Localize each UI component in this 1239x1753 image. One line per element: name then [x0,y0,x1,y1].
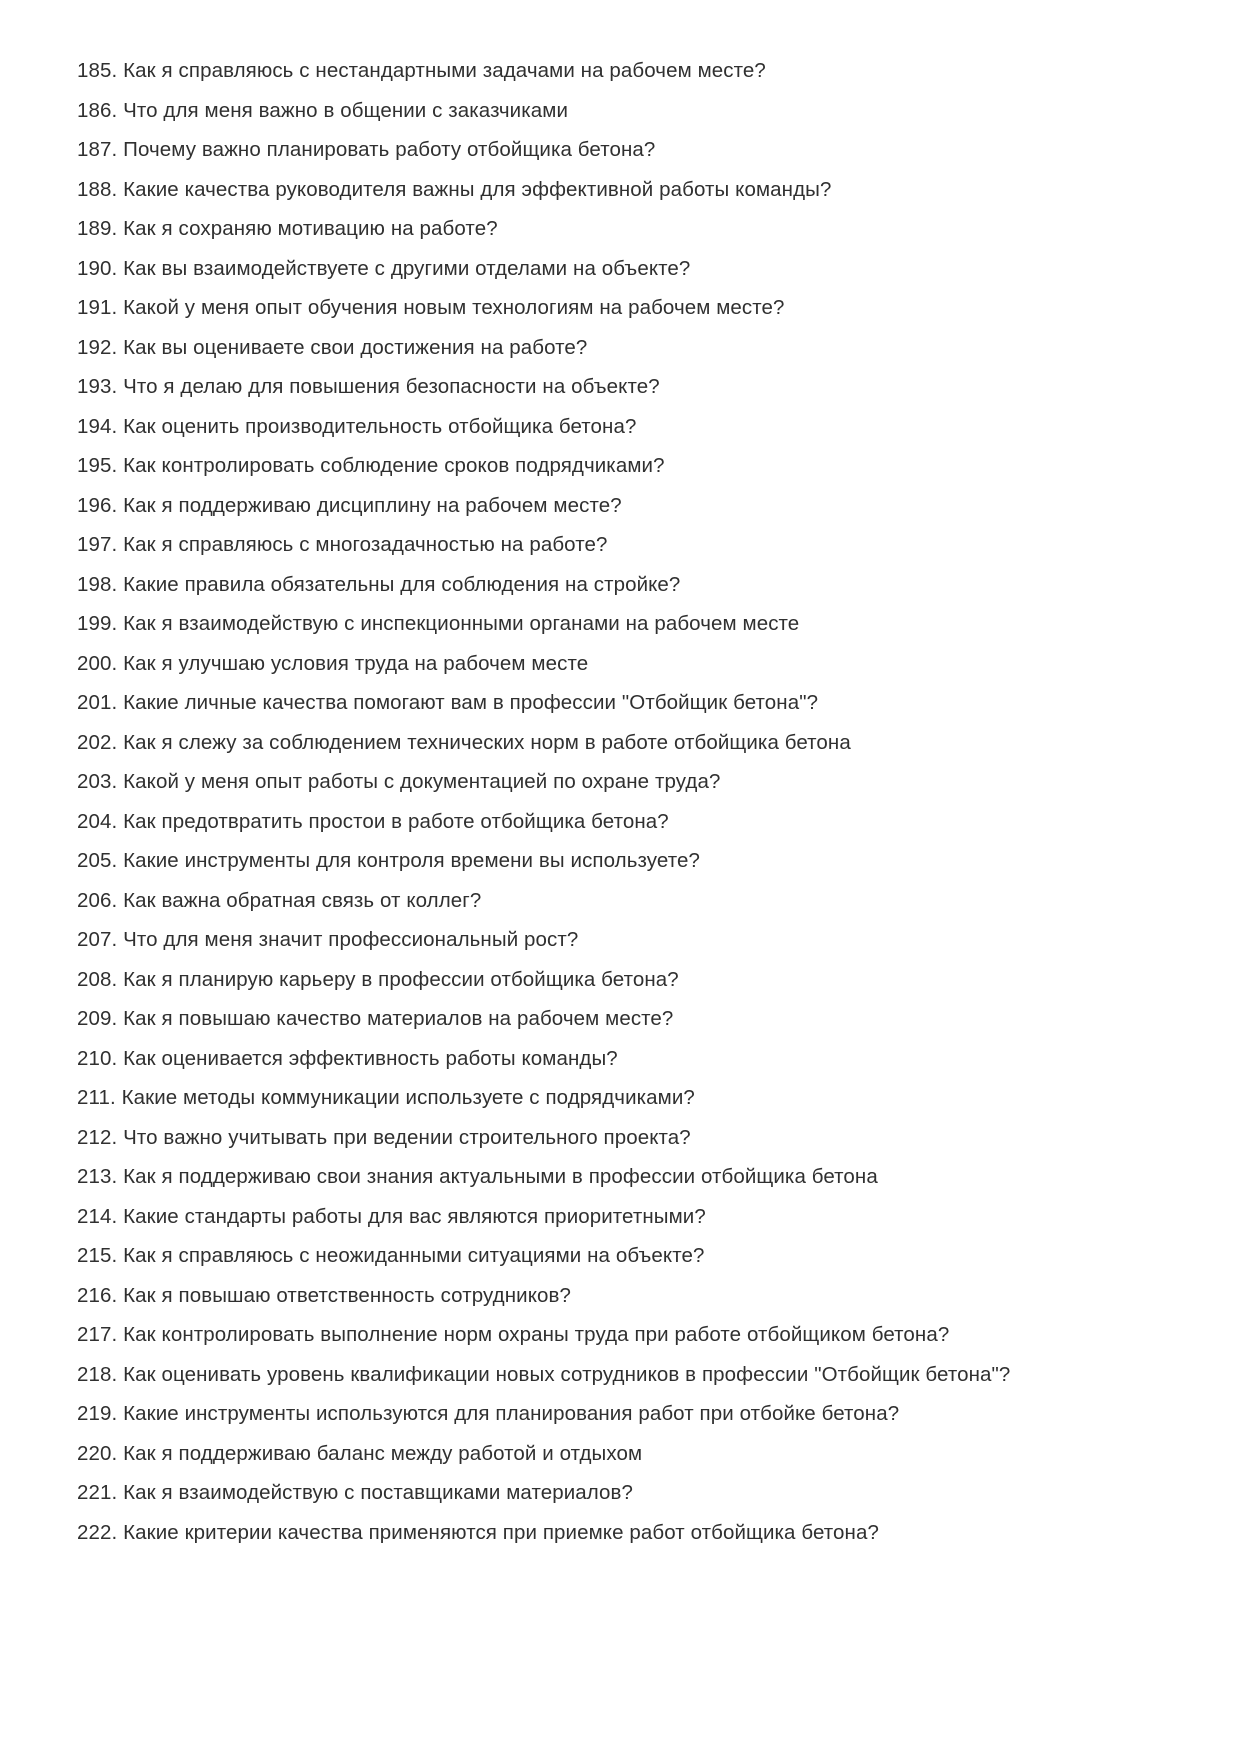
list-item [77,1394,1169,1434]
item-number: 211. [77,1086,122,1109]
item-text: Как я поддерживаю баланс между работой и отдыхом [123,1441,643,1465]
item-number: 221. [77,1481,124,1504]
list-item [77,999,1169,1039]
list-item [77,249,1169,289]
list-item [77,170,1169,210]
item-text: Как оценивать уровень квалификации новых сотрудников в профессии "Отбойщик бетона"? [123,1362,1011,1386]
item-number: 202. [77,730,124,754]
item-text: Какие методы коммуникации используете с подрядчиками? [121,1086,695,1109]
list-item [77,209,1169,249]
item-number: 192. [77,335,124,359]
list-item [77,407,1169,447]
item-text: Как контролировать выполнение норм охраны труда при работе отбойщиком бетона? [123,1323,950,1346]
item-text: Как я поддерживаю свои знания актуальными в профессии отбойщика бетона [123,1165,878,1188]
list-item [77,91,1169,131]
item-number: 204. [77,809,124,833]
item-number: 187. [77,138,124,161]
item-number: 191. [77,296,124,319]
list-item [77,565,1169,605]
item-text: Какой у меня опыт обучения новым технологиям на рабочем месте? [123,296,785,319]
item-text: Что важно учитывать при ведении строительного проекта? [123,1125,691,1149]
item-number: 216. [77,1283,124,1307]
list-item [77,1276,1169,1316]
item-text: Как я справляюсь с нестандартными задачами на рабочем месте? [123,59,766,82]
list-item [77,1078,1169,1118]
item-number: 213. [77,1165,124,1188]
item-number: 193. [77,375,124,398]
item-text: Как вы взаимодействуете с другими отделами на объекте? [123,256,691,280]
list-item [77,644,1169,684]
item-text: Как я улучшаю условия труда на рабочем месте [123,651,589,675]
item-number: 188. [77,177,124,201]
list-item [77,802,1169,842]
item-text: Что для меня значит профессиональный рост? [123,928,579,951]
item-text: Какие правила обязательны для соблюдения на стройке? [123,572,681,596]
item-text: Почему важно планировать работу отбойщика бетона? [123,138,656,161]
item-number: 197. [77,533,124,556]
item-text: Как я планирую карьеру в профессии отбойщика бетона? [123,967,679,991]
item-text: Как я справляюсь с многозадачностью на работе? [123,533,608,556]
list-item [77,1473,1169,1513]
item-number: 206. [77,888,124,912]
list-item [77,1355,1169,1395]
list-item [77,51,1169,91]
item-text: Как оценивается эффективность работы команды? [123,1046,618,1070]
list-item [77,841,1169,881]
item-number: 189. [77,217,124,240]
item-number: 190. [77,256,124,280]
list-item [77,1118,1169,1158]
item-text: Как предотвратить простои в работе отбойщика бетона? [123,809,669,833]
item-number: 201. [77,691,124,714]
list-item [77,920,1169,960]
list-item [77,486,1169,526]
item-number: 215. [77,1244,124,1267]
item-text: Как контролировать соблюдение сроков подрядчиками? [123,454,665,477]
item-text: Какие инструменты используются для планирования работ при отбойке бетона? [123,1402,900,1425]
item-number: 220. [77,1441,124,1465]
item-number: 205. [77,849,124,872]
item-text: Как я сохраняю мотивацию на работе? [123,217,498,240]
list-item [77,723,1169,763]
list-item [77,525,1169,565]
item-number: 200. [77,651,124,675]
item-number: 217. [77,1323,124,1346]
list-item [77,683,1169,723]
item-number: 214. [77,1204,124,1228]
item-text: Как я повышаю качество материалов на рабочем месте? [123,1007,674,1030]
item-text: Как я повышаю ответственность сотрудников? [123,1283,571,1307]
item-number: 212. [77,1125,124,1149]
item-number: 207. [77,928,124,951]
item-text: Как я взаимодействую с поставщиками материалов? [123,1481,634,1504]
list-item [77,960,1169,1000]
item-number: 196. [77,493,124,517]
list-item [77,1157,1169,1197]
list-item [77,1315,1169,1355]
list-item [77,762,1169,802]
list-item [77,604,1169,644]
list-item [77,1039,1169,1079]
item-text: Как важна обратная связь от коллег? [123,888,482,912]
item-number: 222. [77,1520,124,1544]
list-item [77,446,1169,486]
item-number: 199. [77,612,124,635]
item-number: 210. [77,1046,124,1070]
item-number: 195. [77,454,124,477]
item-text: Как я взаимодействую с инспекционными органами на рабочем месте [123,612,800,635]
item-text: Как я поддерживаю дисциплину на рабочем месте? [123,493,622,517]
item-text: Как вы оцениваете свои достижения на работе? [123,335,588,359]
list-item [77,288,1169,328]
item-number: 185. [77,59,124,82]
list-item [77,1434,1169,1474]
item-number: 186. [77,98,124,122]
item-text: Какие стандарты работы для вас являются приоритетными? [123,1204,706,1228]
list-item [77,130,1169,170]
item-text: Как оценить производительность отбойщика бетона? [123,414,637,438]
item-number: 219. [77,1402,124,1425]
item-number: 198. [77,572,124,596]
list-item [77,367,1169,407]
item-number: 194. [77,414,124,438]
item-number: 203. [77,770,124,793]
list-item [77,881,1169,921]
item-text: Какие критерии качества применяются при приемке работ отбойщика бетона? [123,1520,879,1544]
item-text: Какие качества руководителя важны для эффективной работы команды? [123,177,832,201]
item-text: Какой у меня опыт работы с документацией по охране труда? [123,770,721,793]
item-text: Что я делаю для повышения безопасности на объекте? [123,375,660,398]
list-item [77,1513,1169,1553]
item-text: Как я слежу за соблюдением технических норм в работе отбойщика бетона [123,730,851,754]
item-number: 218. [77,1362,124,1386]
list-item [77,328,1169,368]
item-text: Какие личные качества помогают вам в профессии "Отбойщик бетона"? [123,691,819,714]
item-number: 208. [77,967,124,991]
item-text: Какие инструменты для контроля времени вы используете? [123,849,700,872]
list-item [77,1236,1169,1276]
item-text: Как я справляюсь с неожиданными ситуациями на объекте? [123,1244,705,1267]
item-number: 209. [77,1007,124,1030]
list-item [77,1197,1169,1237]
item-text: Что для меня важно в общении с заказчиками [123,98,568,122]
